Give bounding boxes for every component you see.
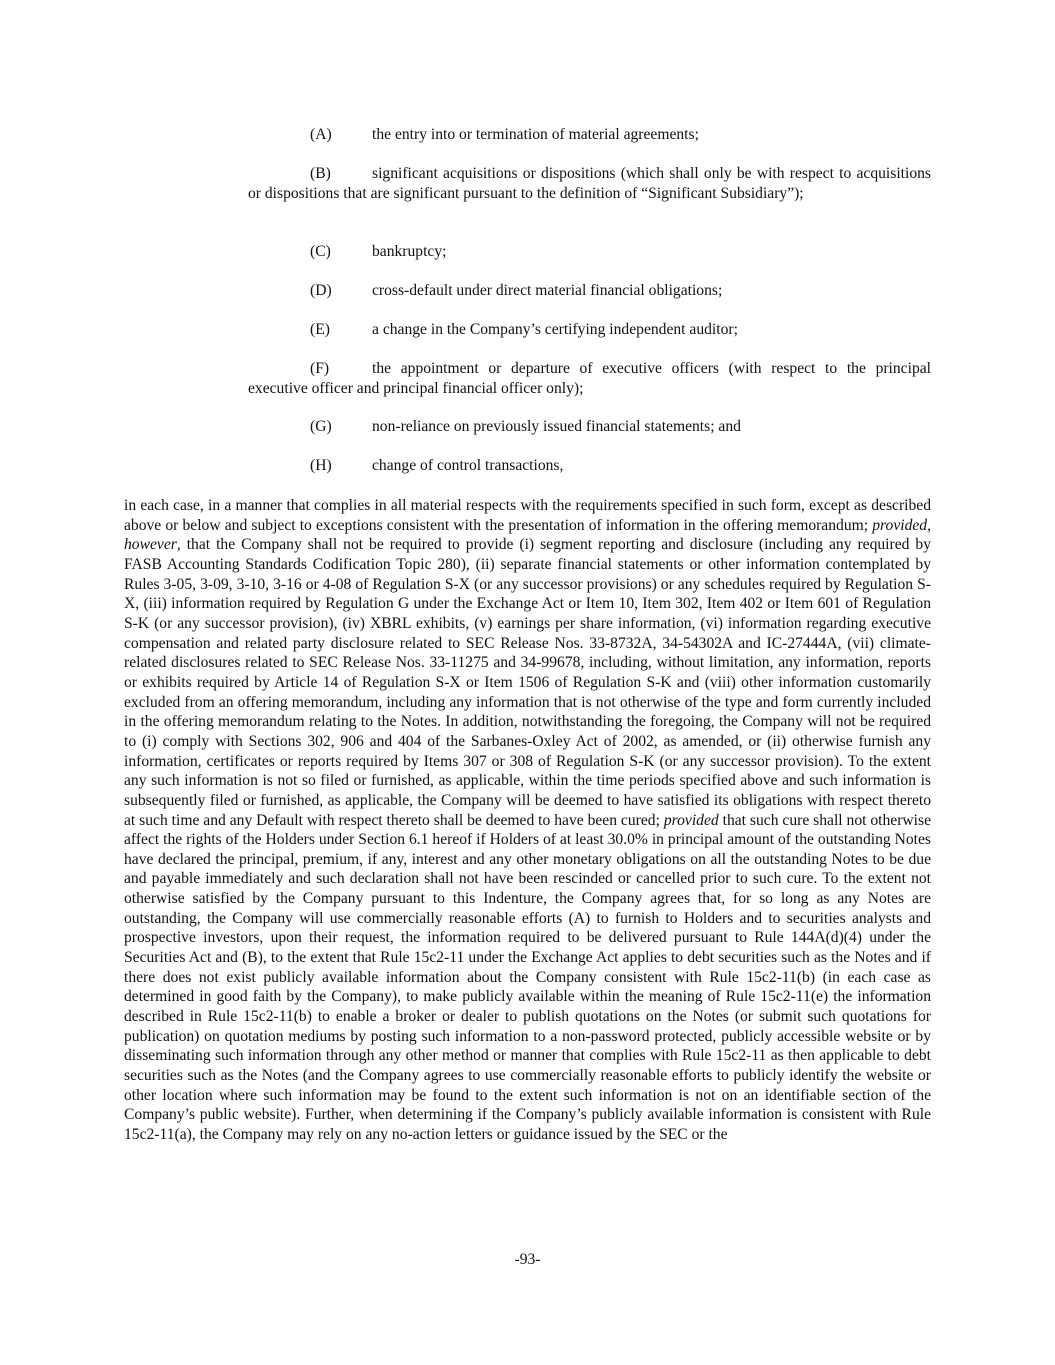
body-paragraph — [124, 496, 931, 1145]
list-item-c — [248, 242, 931, 262]
paragraph-text: , that the Company shall not be required to provide (i) segment reporting and disclosure (including any required by FASB Accounting Standards Codification Topic 280), (ii) separate financial statements or other information contemplated by Rules 3-05, 3-09, 3-10, 3-16 or 4-08 of Regulation S-X (or any successor provisions) or any schedules required by Regulation S-X, (iii) information required by Regulation G under the Exchange Act or Item 10, Item 302, Item 402 or Item 601 of Regulation S-K (or any successor provision), (iv) XBRL exhibits, (v) earnings per share information, (vi) information regarding executive compensation and related party disclosure related to SEC Release Nos. 33-8732A, 34-54302A and IC-27444A, (vii) climate-related disclosures related to SEC Release Nos. 33-11275 and 34-99678, including, without limitation, any information, reports or exhibits required by Article 14 of Regulation S-X or Item 1506 of Regulation S-K and (viii) other information customarily excluded from an offering memorandum, including any information that is not otherwise of the type and form currently included in the offering memorandum relating to the Notes. In addition, notwithstanding the foregoing, the Company will not be required to (i) comply with Sections 302, 906 and 404 of the Sarbanes-Oxley Act of 2002, as amended, or (ii) otherwise furnish any information, certificates or reports required by Items 307 or 308 of Regulation S-K (or any successor provision). To the extent any such information is not so filed or furnished, as applicable, within the time periods specified above and such information is subsequently filed or furnished, as applicable, the Company will be deemed to have satisfied its obligations with respect thereto at such time and any Default with respect thereto shall be deemed to have been cured; — [124, 536, 931, 829]
list-item-text: non-reliance on previously issued financial statements; and — [372, 418, 741, 435]
list-item-label: (H) — [310, 457, 332, 474]
list-item-label: (G) — [310, 418, 332, 435]
paragraph-text: that such cure shall not otherwise affect the rights of the Holders under Section 6.1 hereof if Holders of at least 30.0% in principal amount of the outstanding Notes have declared the principal, premium, if any, interest and any other monetary obligations on all the outstanding Notes to be due and payable immediately and such declaration shall not have been rescinded or cancelled prior to such cure. To the extent not otherwise satisfied by the Company pursuant to this Indenture, the Company agrees that, for so long as any Notes are outstanding, the Company will use commercially reasonable efforts (A) to furnish to Holders and to securities analysts and prospective investors, upon their request, the information required to be delivered pursuant to Rule 144A(d)(4) under the Securities Act and (B), to the extent that Rule 15c2-11 under the Exchange Act applies to debt securities such as the Notes and if there does not exist publicly available information about the Company consistent with Rule 15c2-11(b) (in each case as determined in good faith by the Company), to make publicly available within the meaning of Rule 15c2-11(e) the information described in Rule 15c2-11(b) to enable a broker or dealer to publish quotations on the Notes (or submit such quotations for publication) on quotation mediums by posting such information to a non-password protected, publicly accessible website or by disseminating such information through any other method or manner that complies with Rule 15c2-11 as then applicable to debt securities such as the Notes (and the Company agrees to use commercially reasonable efforts to publicly identify the website or other location where such information may be found to the extent such information is not on an identifiable section of the Company’s public website). Further, when determining if the Company’s publicly available information is consistent with Rule 15c2-11(a), the Company may rely on any no-action letters or guidance issued by the SEC or the — [124, 811, 931, 1143]
provided-emphasis: provided — [663, 811, 719, 829]
list-item-text: bankruptcy; — [372, 243, 447, 260]
provided-however-emphasis: provided, however — [124, 516, 931, 554]
paragraph-text: in each case, in a manner that complies in all material respects with the requirements specified in such form, except as described above or below and subject to exceptions consistent with the presentation of information in the offering memorandum; — [124, 497, 931, 534]
list-item-text: the entry into or termination of material agreements; — [372, 126, 699, 143]
list-item-label: (A) — [310, 126, 332, 143]
list-item-a — [248, 125, 931, 145]
list-item-label: (E) — [310, 321, 330, 338]
list-item-h — [248, 456, 931, 476]
list-item-text: a change in the Company’s certifying independent auditor; — [372, 321, 738, 338]
list-item-e — [248, 320, 931, 340]
list-item-text: change of control transactions, — [372, 457, 564, 474]
list-item-d — [248, 281, 931, 301]
list-item-text: significant acquisitions or dispositions (which shall only be with respect to acquisitions or dispositions that are significant pursuant to the definition of “Significant Subsidiary”); — [248, 165, 931, 202]
list-item-label: (B) — [310, 165, 331, 182]
list-item-b — [248, 164, 931, 204]
page-number: -93- — [514, 1251, 541, 1268]
list-item-label: (D) — [310, 282, 332, 299]
list-item-f — [248, 359, 931, 399]
list-item-label: (C) — [310, 243, 331, 260]
list-item-g — [248, 417, 931, 437]
list-item-text: the appointment or departure of executive officers (with respect to the principal executive officer and principal financial officer only); — [248, 360, 931, 397]
list-item-label: (F) — [310, 360, 330, 377]
list-item-text: cross-default under direct material financial obligations; — [372, 282, 723, 299]
